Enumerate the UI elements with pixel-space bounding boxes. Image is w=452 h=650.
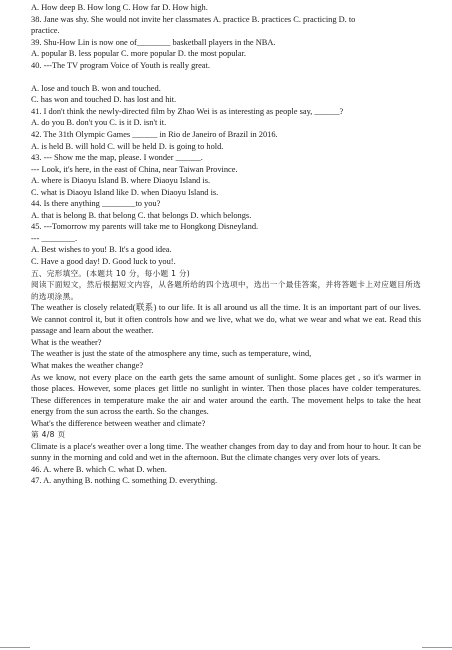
dialogue-43: --- Look, it's here, in the east of China, near Taiwan Province. [31,164,238,174]
text-line: practice. [31,26,60,36]
dialogue-45: --- ________. [31,233,78,243]
corner-mark [422,647,452,648]
options-40a: A. lose and touch B. won and touched. [31,83,161,93]
options-45b: C. Have a good day! D. Good luck to you!. [31,257,176,267]
question-43: 43. --- Show me the map, please. I wonder ______. [31,153,203,163]
corner-mark [0,647,30,648]
question-40: 40. ---The TV program Voice of Youth is really great. [31,60,210,70]
options-46: 46. A. where B. which C. what D. when. [31,464,167,474]
passage-paragraph-2: The weather is just the state of the atmosphere any time, such as temperature, wind, [31,349,312,359]
options-39: A. popular B. less popular C. more popular D. the most popular. [31,49,246,59]
options-43a: A. where is Diaoyu Island B. where Diaoyu Island is. [31,176,211,186]
question-45: 45. ---Tomorrow my parents will take me to Hongkong Disneyland. [31,222,259,232]
passage-question-1: What is the weather? [31,337,102,347]
passage-paragraph-4: Climate is a place's weather over a long time. The weather changes from day to day and from hour to hour. It can be sunny in the morning and cold and wet in the afternoon. But the climate changes very over lots of years. [31,441,421,463]
worksheet-page [31,2,421,487]
options-45a: A. Best wishes to you! B. It's a good idea. [31,245,172,255]
passage-paragraph-1: The weather is closely related(联系) to our life. It is all around us all the time. It is an important part of our lives. We cannot control it, but it often controls how and we live, what we do, what we wear and what we eat. Read this passage and learn about the weather. [31,303,421,336]
instructions: 阅读下面短文，然后根据短文内容，从各题所给的四个选项中，选出一个最佳答案，并将答题卡上对应题目所选的选项涂黑。 [31,280,421,301]
passage-question-3: What's the difference between weather and climate? [31,418,206,428]
question-44: 44. Is there anything ________to you? [31,199,161,209]
blank-line [31,71,421,83]
question-42: 42. The 31th Olympic Games ______ in Rio de Janeiro of Brazil in 2016. [31,130,278,140]
section-title: 五、完形填空。(本题共 10 分，每小题 1 分) [31,268,191,278]
text-line: A. How deep B. How long C. How far D. How high. [31,3,208,12]
options-47: 47. A. anything B. nothing C. something D. everything. [31,476,218,486]
passage-question-2: What makes the weather change? [31,360,144,370]
options-40b: C. has won and touched D. has lost and hit. [31,95,177,105]
options-44: A. that is belong B. that belong C. that belongs D. which belongs. [31,210,252,220]
question-39: 39. Shu-How Lin is now one of________ basketball players in the NBA. [31,37,276,47]
passage-paragraph-3: As we know, not every place on the earth gets the same amount of sunlight. Some places get , so it's warmer in those places. However, some places get little no sunlight in winter. Then those places have colder temperatures. These differences in temperature make the air and water around the earth. The movement helps to take the heat energy from the sun across the earth. So the changes. [31,372,421,417]
question-38: 38. Jane was shy. She would not invite her classmates A. practice B. practices C. practicing D. to [31,14,356,24]
page-number: 第 4/8 页 [31,430,66,440]
options-41: A. do you B. don't you C. is it D. isn't it. [31,118,167,128]
options-42: A. is held B. will hold C. will be held D. is going to hold. [31,141,224,151]
question-41: 41. I don't think the newly-directed film by Zhao Wei is as interesting as people say, ______? [31,106,344,116]
options-43b: C. what is Diaoyu Island like D. when Diaoyu Island is. [31,187,219,197]
